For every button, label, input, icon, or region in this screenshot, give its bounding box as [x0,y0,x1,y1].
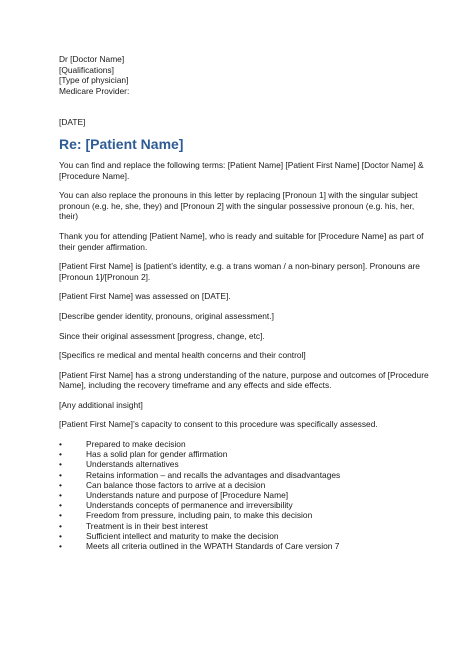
list-item: • Freedom from pressure, including pain, to make this decision [59,510,313,521]
list-item: • Treatment is in their best interest [59,520,208,531]
paragraph-health-concerns: [Specifics re medical and mental health concerns and their control] [59,350,306,361]
paragraph-capacity: [Patient First Name]’s capacity to consent to this procedure was specifically assessed. [59,419,378,430]
list-item: • Sufficient intellect and maturity to make the decision [59,530,279,541]
list-item: • Prepared to make decision [59,439,186,450]
sender-medicare-provider: Medicare Provider: [59,85,130,96]
sender-physician-type: [Type of physician] [59,75,129,86]
bullet-icon: • [59,479,62,490]
letter-date: [DATE] [59,117,86,128]
sender-block [59,54,429,96]
list-item: • Meets all criteria outlined in the WPATH Standards of Care version 7 [59,541,340,552]
bullet-icon: • [59,439,62,450]
paragraph-describe-identity: [Describe gender identity, pronouns, original assessment.] [59,310,274,321]
paragraph-assessed-date: [Patient First Name] was assessed on [DATE]. [59,291,231,302]
bullet-icon: • [59,530,62,541]
re-heading: Re: [Patient Name] [59,135,184,152]
bullet-icon: • [59,490,62,501]
list-item: • Understands concepts of permanence and irreversibility [59,500,293,511]
bullet-icon: • [59,469,62,480]
list-item: • Has a solid plan for gender affirmation [59,449,228,460]
list-item: • Understands alternatives [59,459,179,470]
letter-page [59,54,429,551]
list-item: • Understands nature and purpose of [Procedure Name] [59,490,289,501]
capacity-criteria-list [59,439,429,551]
paragraph-pronouns: You can also replace the pronouns in this letter by replacing [Pronoun 1] with the singular subject pronoun (e.g. he, she, they) and [Pronoun 2] with the singular possessive pronoun (e.g. his, her, their) [59,190,418,222]
sender-qualifications: [Qualifications] [59,64,114,75]
paragraph-progress: Since their original assessment [progress, change, etc]. [59,330,265,341]
paragraph-thank-you: Thank you for attending [Patient Name], who is ready and suitable for [Procedure Name] as part of their gender affirmation. [59,230,424,252]
paragraph-understanding: [Patient First Name] has a strong understanding of the nature, purpose and outcomes of [Procedure Name], including the recovery timeframe and any effects and side effects. [59,369,429,391]
sender-doctor-name: Dr [Doctor Name] [59,54,125,64]
list-item: • Retains information – and recalls the advantages and disadvantages [59,469,341,480]
bullet-icon: • [59,459,62,470]
bullet-icon: • [59,500,62,511]
bullet-icon: • [59,510,62,521]
bullet-icon: • [59,541,62,552]
paragraph-find-replace: You can find and replace the following terms: [Patient Name] [Patient First Name] [Doctor Name] & [Procedure Name]. [59,159,424,181]
bullet-icon: • [59,449,62,460]
list-item: • Can balance those factors to arrive at a decision [59,479,266,490]
paragraph-identity: [Patient First Name] is [patient’s identity, e.g. a trans woman / a non-binary person]. Pronouns are [Pronoun 1]/[Pronoun 2]. [59,261,420,282]
paragraph-additional-insight: [Any additional insight] [59,399,143,410]
bullet-icon: • [59,520,62,531]
